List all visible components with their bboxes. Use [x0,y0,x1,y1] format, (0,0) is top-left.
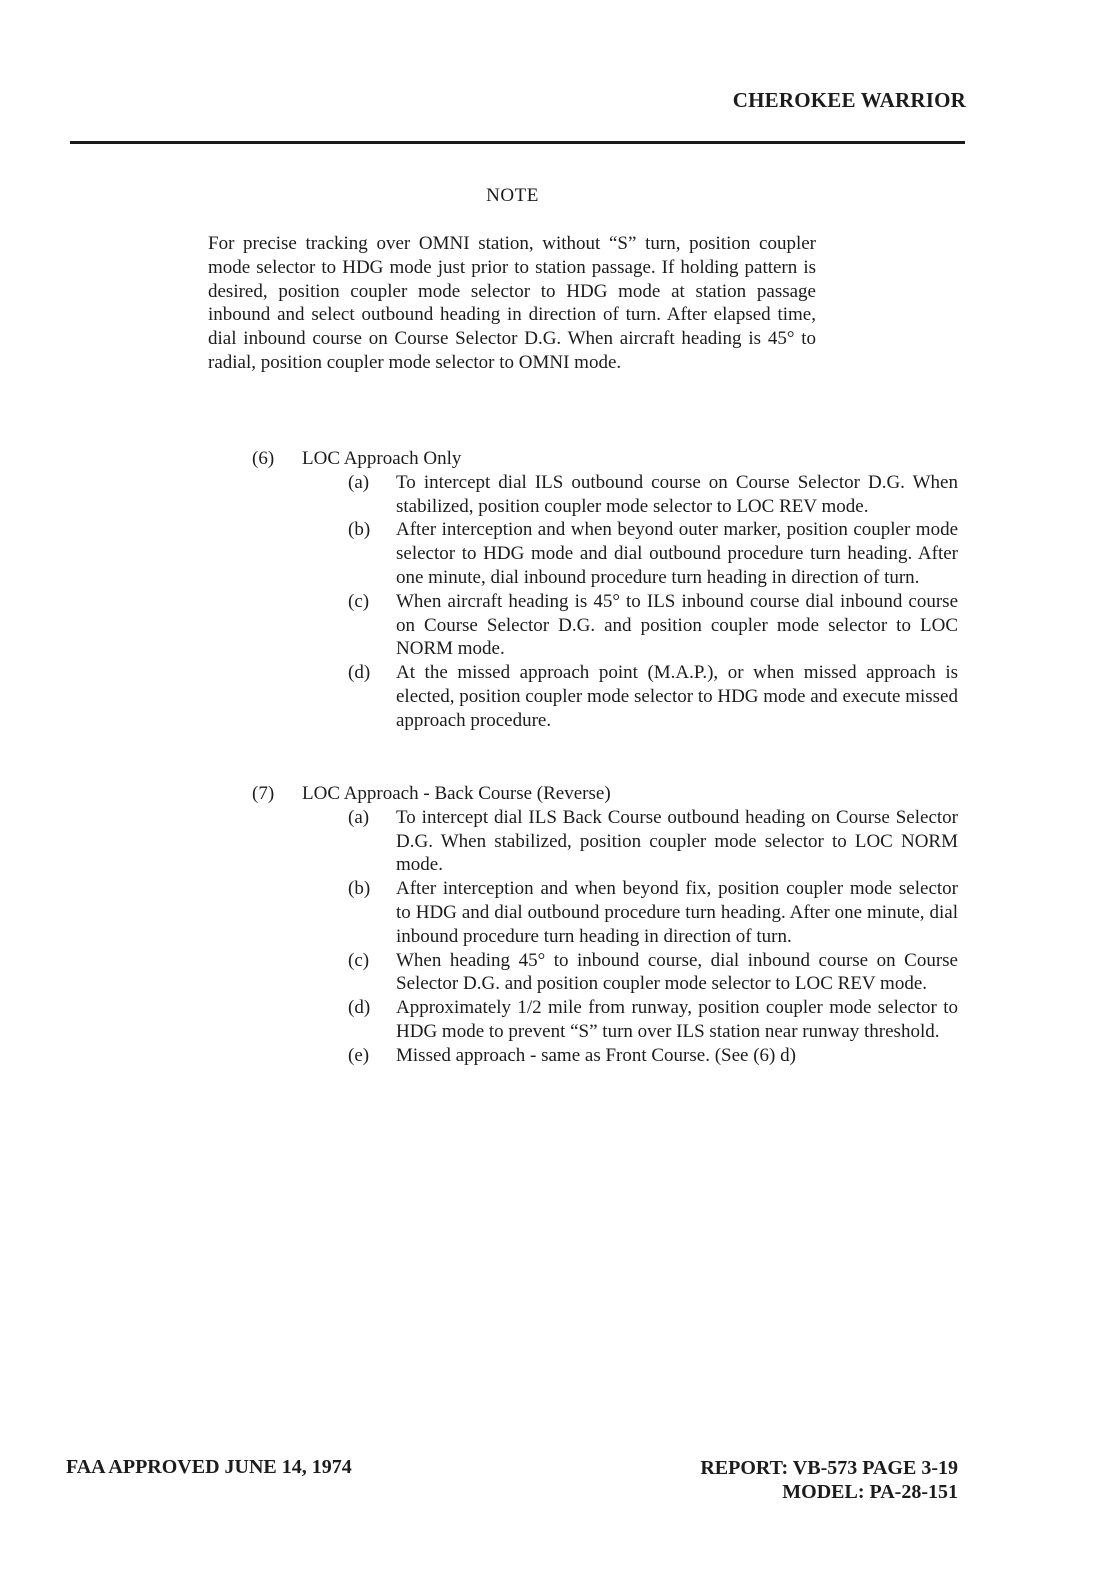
item-letter: (d) [348,997,371,1019]
list-item [252,471,958,519]
item-letter: (e) [348,1044,370,1066]
item-letter: (c) [348,949,370,971]
item-text: After interception and when beyond outer marker, position coupler mode selector to HDG mode and dial outbound procedure turn heading. After one minute, dial inbound procedure turn heading in direction of turn. [396,519,958,588]
item-text: To intercept dial ILS Back Course outbound heading on Course Selector D.G. When stabilized, position coupler mode selector to LOC NORM mode. [396,806,958,876]
faa-approval-date: FAA APPROVED JUNE 14, 1974 [66,1456,352,1478]
list-item [252,518,958,589]
section-heading [252,782,958,806]
item-letter: (a) [348,806,370,828]
list-item [252,590,958,661]
report-model-block [700,1456,958,1504]
item-text: After interception and when beyond fix, position coupler mode selector to HDG and dial outbound procedure turn heading. After one minute, dial inbound procedure turn heading in direction of turn. [396,878,958,947]
item-letter: (b) [348,878,371,900]
header-divider [70,141,965,144]
item-text: When heading 45° to inbound course, dial inbound course on Course Selector D.G. and position coupler mode selector to LOC REV mode. [396,949,958,995]
section-heading [252,447,958,471]
item-letter: (b) [348,519,371,541]
note-title: NOTE [486,185,539,206]
item-text: Approximately 1/2 mile from runway, position coupler mode selector to HDG mode to prevent “S” turn over ILS station near runway threshold. [396,997,958,1042]
report-page-number: REPORT: VB-573 PAGE 3-19 [700,1457,958,1479]
list-item [252,996,958,1044]
item-text: Missed approach - same as Front Course. (See (6) d) [396,1044,796,1066]
list-item [252,1044,958,1068]
section-number: (6) [252,448,275,469]
section-6 [252,447,958,733]
list-item [252,949,958,997]
list-item [252,806,958,877]
list-item [252,661,958,732]
item-text: At the missed approach point (M.A.P.), or when missed approach is elected, position coupler mode selector to HDG mode and execute missed approach procedure. [396,662,958,731]
section-number: (7) [252,783,275,804]
page-header-title: CHEROKEE WARRIOR [732,88,966,112]
item-letter: (d) [348,662,371,684]
item-text: When aircraft heading is 45° to ILS inbound course dial inbound course on Course Selector D.G. and position coupler mode selector to LOC NORM mode. [396,590,958,660]
section-title: LOC Approach - Back Course (Reverse) [302,783,611,804]
model-number: MODEL: PA-28-151 [782,1481,958,1503]
item-letter: (c) [348,590,370,612]
section-7 [252,782,958,1068]
list-item [252,877,958,948]
note-body: For precise tracking over OMNI station, without “S” turn, position coupler mode selector to HDG mode just prior to station passage. If holding pattern is desired, position coupler mode selector to HDG mode at station passage inbound and select outbound heading in direction of turn. After elapsed time, dial inbound course on Course Selector D.G. When aircraft heading is 45° to radial, position coupler mode selector to OMNI mode. [208,233,816,373]
item-text: To intercept dial ILS outbound course on Course Selector D.G. When stabilized, position coupler mode selector to LOC REV mode. [396,471,958,517]
section-title: LOC Approach Only [302,448,462,469]
item-letter: (a) [348,471,370,493]
